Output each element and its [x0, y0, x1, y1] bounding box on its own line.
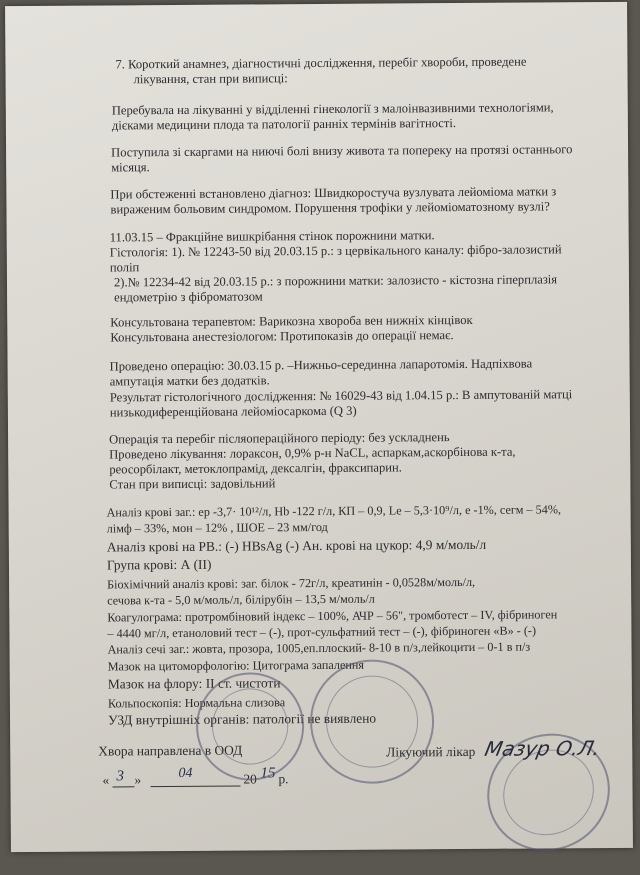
text-line: 11.03.15 – Фракційне вишкрібання стінок порожнини матки.: [109, 228, 435, 245]
date-day-underline: [113, 786, 135, 787]
date-quote-close: »: [134, 772, 142, 788]
lab-ultrasound: УЗД внутрішніх органів: патології не виявлено: [107, 710, 377, 728]
lab-biochemistry: сечова к-та - 5,0 м/моль/л, білірубін – 13,5 м/моль/л: [107, 591, 375, 608]
referral-line: Хвора направлена в ООД: [98, 742, 243, 759]
lab-flora: Мазок на флору: ІІ ст. чистоти: [107, 675, 281, 692]
date-day: 3: [116, 768, 124, 785]
lab-cytomorphology: Мазок на цитоморфологію: Цитограма запалення: [107, 657, 365, 674]
date-year-prefix: 20: [243, 771, 257, 787]
operation-line: Проведено операцію: 30.03.15 р. –Нижньо-серединна лапаротомія. Надпіхвова: [109, 356, 533, 374]
lab-blood-group: Група крові: А (ІІ): [106, 556, 212, 573]
discharge-document-page: [5, 2, 633, 852]
doctor-signature: Мазур О.Л.: [482, 736, 603, 761]
histology-line: 2).№ 12234-42 від 20.03.15 р.: з порожнини матки: залозисто - кістозна гіперплазія: [113, 272, 558, 290]
text-line: місяця.: [111, 160, 150, 175]
lab-coagulogram: Коагулограма: протромбіновий індекс – 100%, АЧР – 56", тромботест – IV, фібриноген: [107, 607, 558, 625]
date-month: 04: [178, 765, 193, 781]
text-line: Поступила зі скаргами на ниючі болі внизу живота та попереку на протязі останнього: [111, 142, 573, 160]
lab-blood-rw: Аналіз крові на РВ.: (-) HBsAg (-) Ан. крові на цукор: 4,9 м/моль/л: [106, 536, 487, 555]
histology-result-line: Результат гістологічного дослідження: № 16029-43 від 1.04.15 р.: В ампутованій матці: [109, 387, 573, 405]
lab-urine: Аналіз сечі заг.: жовта, прозора, 1005,еп.плоский- 8-10 в п/з,лейкоцити – 0-1 в п/з: [107, 639, 531, 657]
histology-line: ендометрію з фіброматозом: [114, 289, 263, 305]
text-line: Перебувала на лікуванні у відділенні гінекології з малоінвазивними технологіями,: [111, 100, 554, 118]
discharge-status-line: Стан при виписці: задовільний: [109, 476, 276, 492]
histology-line: Гістологія: 1). № 12243-50 від 20.03.15 р.: з цервікального каналу: фібро-залозистий: [109, 242, 562, 260]
consultation-line: Консультована анестезіологом: Протипоказів до операції немає.: [110, 328, 454, 345]
date-month-underline: [151, 786, 241, 788]
date-quote-open: «: [102, 772, 110, 788]
consultation-line: Консультована терапевтом: Варикозна хвороба вен нижніх кінцівок: [110, 312, 473, 330]
date-year-label: р.: [278, 771, 289, 787]
histology-line: поліп: [109, 260, 140, 275]
operation-line: ампутація матки без додатків.: [109, 373, 270, 389]
diagnosis-line: вираженим больовим синдромом. Порушення трофіки у лейоміоматозному вузлі?: [110, 199, 550, 217]
date-year-suffix: 15: [260, 765, 276, 782]
text-line: Операція та перебіг післяопераційного періоду: без ускладнень: [109, 430, 450, 447]
lab-blood-general: лімф – 33%, мон – 12% , ШОЕ – 23 мм/год: [106, 519, 328, 536]
treatment-line: реосорбілакт, метоклопрамід, дексалгін, фраксипарин.: [109, 460, 402, 477]
section-heading-cont: лікування, стан при виписці:: [133, 71, 288, 87]
treatment-line: Проведено лікування: лораксон, 0,9% р-н NaCL, аспаркам,аскорбінова к-та,: [109, 444, 516, 462]
section-heading: 7. Короткий анамнез, діагностичні дослідження, перебіг хвороби, проведене: [115, 54, 527, 72]
lab-biochemistry: Біохімічний аналіз крові: заг. білок - 72г/л, креатинін - 0,0528м/моль/л,: [107, 574, 476, 592]
lab-colposcopy: Кольпоскопія: Нормальна слизова: [107, 695, 286, 711]
lab-coagulogram: – 4440 мг/л, етаноловий тест – (-), прот-сульфатний тест – (-), фібриноген «В» - (-): [107, 623, 537, 641]
lab-blood-general: Аналіз крові заг.: ер -3,7· 10¹²/л, Hb -122 г/л, КП – 0,9, Le – 5,3·10⁹/л, е -1%, сегм – 54%,: [106, 502, 562, 520]
diagnosis-line: При обстеженні встановлено діагноз: Швидкоростуча вузлувата лейоміома матки з: [110, 184, 557, 202]
doctor-label: Лікуючий лікар: [386, 743, 476, 760]
text-line: дієками медицини плода та патології ранніх термінів вагітності.: [111, 116, 457, 133]
histology-result-line: низькодиференційована лейоміосаркома (Q 3): [109, 403, 357, 420]
